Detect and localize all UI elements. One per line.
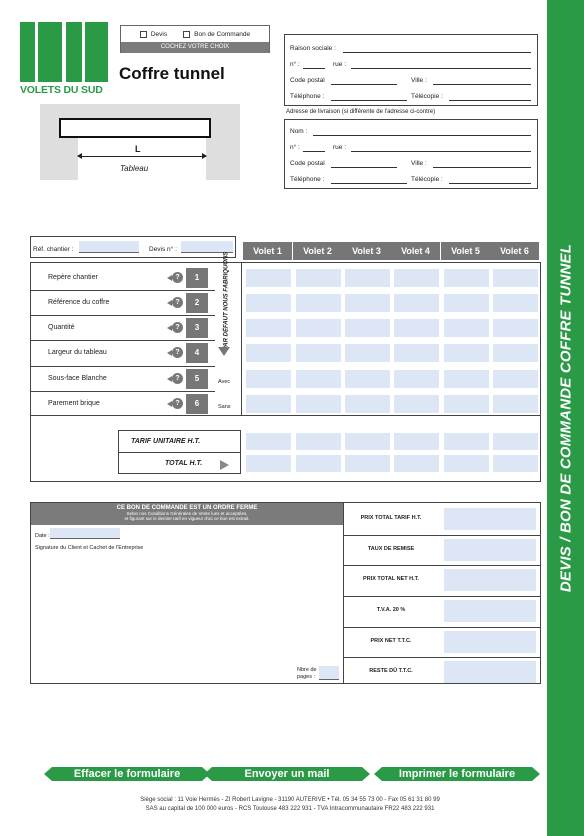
delivery-code-postal-field[interactable] (331, 167, 397, 168)
row-3-volet-3-input[interactable] (345, 319, 390, 337)
telecopie-label: Télécopie : (411, 93, 443, 100)
telephone-label: Téléphone : (290, 93, 325, 100)
numero-field[interactable] (303, 68, 325, 69)
delivery-numero-field[interactable] (303, 151, 325, 152)
footer-line-2: SAS au capital de 100 000 euros - RCS Toulouse 483 222 931 - TVA Intracommunautaire FR22 483 222 931 (145, 806, 435, 812)
bon-de-commande-checkbox[interactable] (183, 31, 190, 38)
total-divider (343, 565, 541, 566)
customer-address-box (284, 34, 538, 106)
arrow-right-icon (220, 460, 229, 470)
footer-line-1: Siège social : 11 Voie Hermès - ZI Robert Lavigne - 31190 AUTERIVE • Tél. 05 34 55 73 00 - Fax 05 61 31 80 99 (140, 797, 440, 803)
total-value-input-3[interactable] (444, 569, 536, 591)
row-number: 1 (186, 268, 208, 288)
row-6-volet-2-input[interactable] (296, 395, 341, 413)
code-postal-field[interactable] (331, 84, 397, 85)
devis-checkbox[interactable] (140, 31, 147, 38)
help-icon[interactable]: ? (172, 373, 183, 384)
row-label: Quantité (48, 324, 75, 331)
logo-text: VOLETS DU SUD (20, 84, 103, 96)
document-type-selector (120, 25, 270, 53)
delivery-telecopie-field[interactable] (449, 183, 531, 184)
total-ht-volet-2-input[interactable] (296, 455, 341, 472)
row-note: Avec (218, 379, 231, 385)
row-5-volet-6-input[interactable] (493, 370, 538, 388)
row-4-volet-1-input[interactable] (246, 344, 291, 362)
tarif-unitaire-volet-5-input[interactable] (444, 433, 489, 450)
send-mail-button[interactable]: Envoyer un mail (212, 767, 362, 781)
order-banner (31, 503, 343, 525)
row-number: 2 (186, 293, 208, 313)
row-number: 6 (186, 394, 208, 414)
row-5-volet-2-input[interactable] (296, 370, 341, 388)
row-1-volet-6-input[interactable] (493, 269, 538, 287)
pages-label-1: Nbre de (297, 667, 317, 673)
row-4-volet-2-input[interactable] (296, 344, 341, 362)
delivery-telephone-label: Téléphone : (290, 176, 325, 183)
delivery-telephone-field[interactable] (331, 183, 407, 184)
down-arrow-icon (218, 347, 230, 356)
row-divider (30, 315, 215, 316)
clear-form-button[interactable]: Effacer le formulaire (52, 767, 202, 781)
row-divider (30, 290, 215, 291)
devis-label: Devis (150, 30, 168, 38)
total-value-input-4[interactable] (444, 600, 536, 622)
help-icon[interactable]: ? (172, 398, 183, 409)
nom-field[interactable] (313, 135, 531, 136)
ref-chantier-label: Réf. chantier : (33, 246, 74, 253)
ville-label: Ville : (411, 77, 427, 84)
delivery-ville-field[interactable] (433, 167, 531, 168)
total-value-input-1[interactable] (444, 508, 536, 530)
total-label: T.V.A. 20 % (376, 607, 406, 613)
bon-de-commande-label: Bon de Commande (194, 30, 251, 38)
volet-header-4: Volet 4 (391, 242, 441, 260)
row-5-volet-4-input[interactable] (394, 370, 439, 388)
row-2-volet-6-input[interactable] (493, 294, 538, 312)
row-number: 4 (186, 343, 208, 363)
row-divider (30, 366, 215, 367)
total-label: TAUX DE REMISE (367, 546, 415, 552)
signature-label: Signature du Client et Cachet de l'Entreprise (35, 545, 144, 551)
row-1-volet-1-input[interactable] (246, 269, 291, 287)
row-3-volet-6-input[interactable] (493, 319, 538, 337)
row-4-volet-5-input[interactable] (444, 344, 489, 362)
tarif-unitaire-volet-1-input[interactable] (246, 433, 291, 450)
total-ht-volet-4-input[interactable] (394, 455, 439, 472)
coffre-diagram (40, 104, 240, 180)
total-value-input-5[interactable] (444, 631, 536, 653)
telecopie-field[interactable] (449, 100, 531, 101)
row-5-volet-5-input[interactable] (444, 370, 489, 388)
total-label: PRIX NET T.T.C. (370, 638, 412, 644)
tarif-unitaire-volet-4-input[interactable] (394, 433, 439, 450)
choose-hint: COCHEZ VOTRE CHOIX (121, 42, 269, 53)
total-divider (343, 535, 541, 536)
row-6-volet-3-input[interactable] (345, 395, 390, 413)
print-form-button[interactable]: Imprimer le formulaire (382, 767, 532, 781)
order-banner-title: CE BON DE COMMANDE EST UN ORDRE FERME (116, 505, 258, 511)
row-label: Repère chantier (48, 274, 98, 281)
total-divider (343, 596, 541, 597)
telephone-field[interactable] (331, 100, 407, 101)
chantier-box (30, 236, 236, 258)
side-title-band (547, 0, 584, 836)
pages-input[interactable] (319, 666, 339, 680)
tarif-unitaire-volet-3-input[interactable] (345, 433, 390, 450)
row-3-volet-2-input[interactable] (296, 319, 341, 337)
row-6-volet-1-input[interactable] (246, 395, 291, 413)
row-3-volet-5-input[interactable] (444, 319, 489, 337)
delivery-numero-label: n° : (290, 144, 300, 151)
row-4-volet-3-input[interactable] (345, 344, 390, 362)
delivery-telecopie-label: Télécopie : (411, 176, 443, 183)
diagram-caption: Tableau (120, 164, 149, 173)
total-ht-volet-5-input[interactable] (444, 455, 489, 472)
ville-field[interactable] (433, 84, 531, 85)
volet-header-5: Volet 5 (441, 242, 491, 260)
tarif-unitaire-volet-6-input[interactable] (493, 433, 538, 450)
row-1-volet-2-input[interactable] (296, 269, 341, 287)
row-2-volet-3-input[interactable] (345, 294, 390, 312)
help-icon[interactable]: ? (172, 347, 183, 358)
help-icon[interactable]: ? (172, 322, 183, 333)
row-2-volet-1-input[interactable] (246, 294, 291, 312)
date-input[interactable] (50, 528, 120, 539)
row-2-volet-4-input[interactable] (394, 294, 439, 312)
row-note: Sans (218, 404, 231, 410)
row-1-volet-5-input[interactable] (444, 269, 489, 287)
volet-header-2: Volet 2 (293, 242, 343, 260)
raison-sociale-label: Raison sociale : (290, 45, 336, 52)
row-label: Largeur du tableau (48, 349, 107, 356)
row-number: 3 (186, 318, 208, 338)
total-ht-volet-6-input[interactable] (493, 455, 538, 472)
total-value-input-2[interactable] (444, 539, 536, 561)
delivery-rue-label: rue : (333, 144, 347, 151)
total-ht-volet-3-input[interactable] (345, 455, 390, 472)
delivery-title: Adresse de livraison (si différente de l'adresse ci-contre) (286, 109, 436, 115)
tarif-unitaire-volet-2-input[interactable] (296, 433, 341, 450)
row-6-volet-6-input[interactable] (493, 395, 538, 413)
row-6-volet-5-input[interactable] (444, 395, 489, 413)
help-icon[interactable]: ? (172, 272, 183, 283)
footer (60, 796, 520, 814)
total-value-input-6[interactable] (444, 661, 536, 683)
total-divider (343, 657, 541, 658)
side-title: DEVIS / BON DE COMMANDE COFFRE TUNNEL (557, 243, 574, 593)
nom-label: Nom : (290, 128, 308, 135)
row-label: Référence du coffre (48, 299, 110, 306)
order-conditions-2: et figurant sur le dernier tarif en vigueur d'où ce bon est extrait. (124, 516, 250, 521)
total-label: RESTE DÛ T.T.C. (369, 668, 413, 674)
order-conditions-1: Selon nos Conditions Générales de Vente lues et acceptées, (126, 511, 248, 516)
raison-sociale-field[interactable] (343, 52, 531, 53)
row-3-volet-1-input[interactable] (246, 319, 291, 337)
delivery-rue-field[interactable] (351, 151, 531, 152)
total-label: PRIX TOTAL TARIF H.T. (360, 515, 422, 521)
row-label: Parement brique (48, 400, 100, 407)
width-arrow (78, 156, 206, 157)
numero-label: n° : (290, 61, 300, 68)
delivery-address-box (284, 119, 538, 189)
default-note: PAR DÉFAUT NOUS FABRIQUONS (223, 251, 230, 351)
row-5-volet-3-input[interactable] (345, 370, 390, 388)
row-6-volet-4-input[interactable] (394, 395, 439, 413)
table-divider (241, 262, 242, 416)
total-ht-volet-1-input[interactable] (246, 455, 291, 472)
dimension-label: L (135, 144, 141, 154)
row-1-volet-4-input[interactable] (394, 269, 439, 287)
row-4-volet-6-input[interactable] (493, 344, 538, 362)
rue-field[interactable] (351, 68, 531, 69)
code-postal-label: Code postal (290, 77, 325, 84)
delivery-ville-label: Ville : (411, 160, 427, 167)
page-title: Coffre tunnel (119, 64, 225, 83)
row-5-volet-1-input[interactable] (246, 370, 291, 388)
row-number: 5 (186, 369, 208, 389)
row-label: Sous-face Blanche (48, 375, 107, 382)
rue-label: rue : (333, 61, 347, 68)
volet-header-1: Volet 1 (243, 242, 293, 260)
row-1-volet-3-input[interactable] (345, 269, 390, 287)
row-2-volet-2-input[interactable] (296, 294, 341, 312)
total-divider (343, 627, 541, 628)
pages-label-2: pages : (297, 674, 316, 680)
devis-number-label: Devis n° : (149, 246, 177, 253)
coffre-shape (59, 118, 211, 138)
volet-header-6: Volet 6 (490, 242, 540, 260)
brand-logo (20, 22, 108, 96)
ref-chantier-input[interactable] (79, 241, 139, 253)
delivery-code-postal-label: Code postal (290, 160, 325, 167)
total-label: PRIX TOTAL NET H.T. (363, 576, 419, 582)
row-2-volet-5-input[interactable] (444, 294, 489, 312)
row-divider (30, 391, 215, 392)
tarif-unitaire-label: TARIF UNITAIRE H.T. (131, 438, 201, 445)
row-divider (30, 340, 215, 341)
date-label: Date : (35, 533, 50, 539)
help-icon[interactable]: ? (172, 297, 183, 308)
volet-header-3: Volet 3 (342, 242, 392, 260)
row-4-volet-4-input[interactable] (394, 344, 439, 362)
total-ht-label: TOTAL H.T. (165, 460, 203, 467)
row-3-volet-4-input[interactable] (394, 319, 439, 337)
